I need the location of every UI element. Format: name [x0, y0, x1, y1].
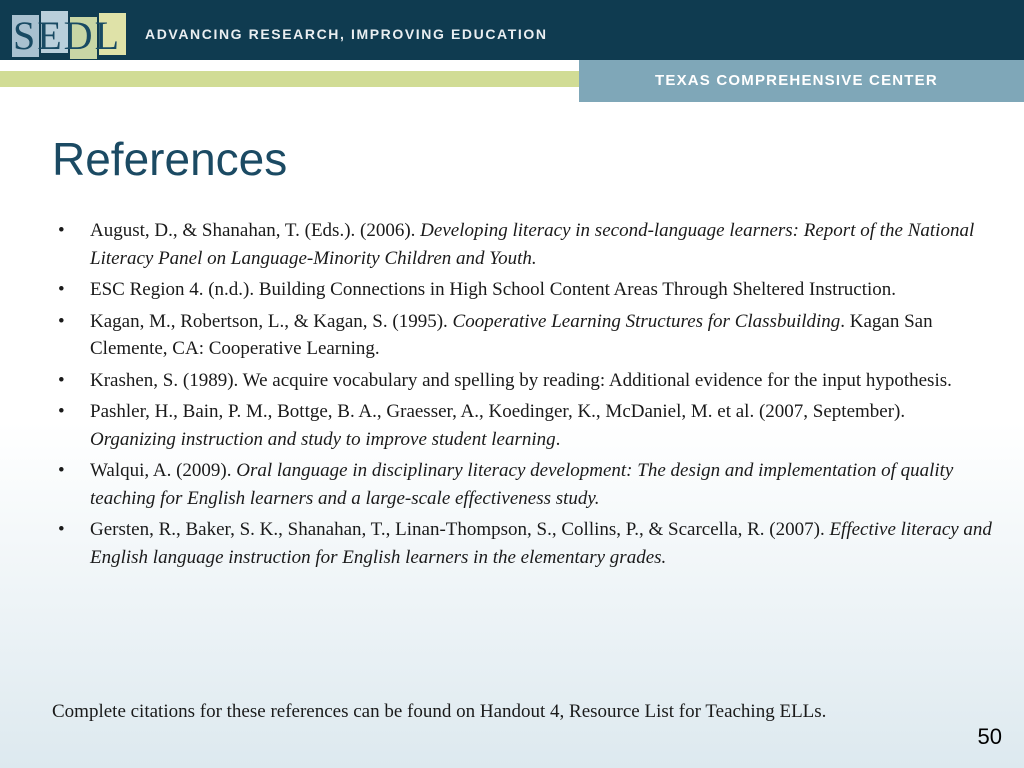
accent-line	[0, 71, 580, 87]
page-number: 50	[977, 724, 1002, 749]
reference-text: Walqui, A. (2009).	[90, 460, 237, 481]
reference-title: Developing literacy in second-language learners: Report of the National Literacy Panel on Language-Minority Children and Youth.	[90, 220, 975, 269]
footnote: Complete citations for these references can be found on Handout 4, Resource List for Teaching ELLs.	[52, 701, 827, 722]
reference-item	[52, 516, 992, 571]
bullet: •	[58, 369, 65, 391]
bullet: •	[58, 279, 65, 300]
reference-item	[52, 398, 992, 453]
reference-suffix: . Kagan San Clemente, CA: Cooperative Learning.	[90, 310, 933, 359]
reference-text: Krashen, S. (1989). We acquire vocabulary and spelling by reading: Additional evidence for the input hypothesis.	[90, 369, 952, 391]
bullet: •	[58, 220, 65, 241]
bullet: •	[58, 401, 65, 422]
reference-title: Oral language in disciplinary literacy development: The design and implementation of quality teaching for English learners and a large-scale effectiveness study.	[90, 460, 954, 509]
bullet: •	[58, 310, 65, 332]
reference-item	[52, 276, 992, 304]
reference-title: Effective literacy and English language instruction for English learners in the elementary grades.	[90, 519, 992, 568]
center-label: TEXAS COMPREHENSIVE CENTER	[655, 72, 938, 89]
reference-item	[52, 457, 992, 512]
reference-text: August, D., & Shanahan, T. (Eds.). (2006).	[90, 220, 421, 241]
header-bar	[0, 0, 1024, 60]
bullet: •	[58, 460, 65, 481]
sedl-logo	[12, 11, 130, 57]
bullet: •	[58, 519, 65, 540]
logo-text: SEDL	[13, 13, 121, 58]
tagline: ADVANCING RESEARCH, IMPROVING EDUCATION	[145, 26, 548, 42]
reference-text: Gersten, R., Baker, S. K., Shanahan, T., Linan-Thompson, S., Collins, P., & Scarcella, R. (2007).	[90, 519, 830, 540]
reference-title: Cooperative Learning Structures for Classbuilding	[452, 310, 841, 332]
reference-text: ESC Region 4. (n.d.). Building Connections in High School Content Areas Through Sheltered Instruction.	[90, 279, 897, 300]
reference-item	[52, 308, 992, 363]
reference-text: Kagan, M., Robertson, L., & Kagan, S. (1995).	[90, 310, 453, 332]
slide-title: References	[52, 133, 288, 185]
reference-text: Pashler, H., Bain, P. M., Bottge, B. A., Graesser, A., Koedinger, K., McDaniel, M. et al. (2007, September).	[90, 401, 906, 422]
reference-title: Organizing instruction and study to improve student learning	[90, 428, 556, 450]
reference-item	[52, 367, 992, 395]
reference-suffix: .	[555, 428, 561, 450]
reference-list	[52, 217, 992, 575]
reference-item	[52, 217, 992, 272]
